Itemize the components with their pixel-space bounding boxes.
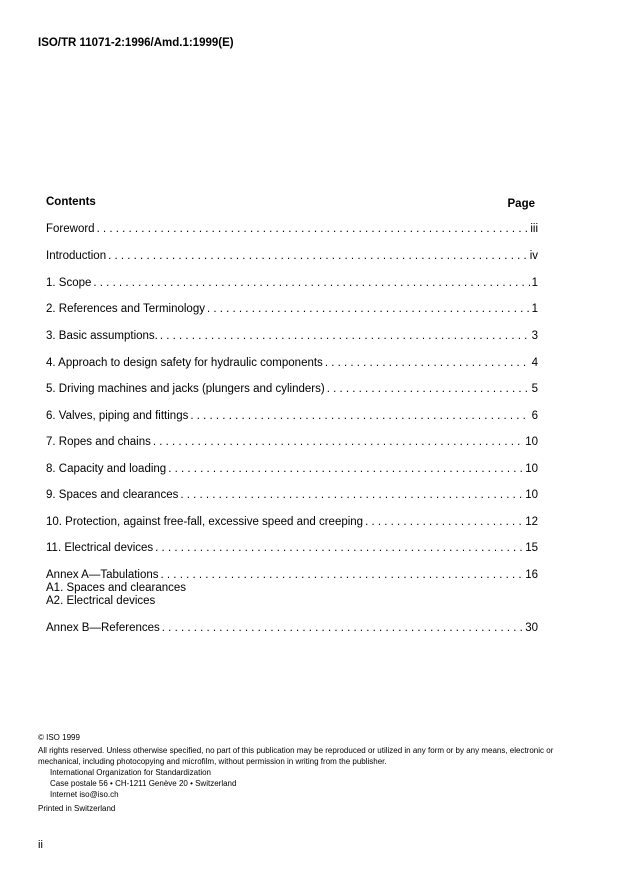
toc-entry-title: 5. Driving machines and jacks (plungers and cylinders) xyxy=(46,383,325,395)
toc-entry-title: Annex A—Tabulations xyxy=(46,569,159,581)
toc-entry-title: 4. Approach to design safety for hydraulic components xyxy=(46,357,323,369)
toc-entry-foreword[interactable] xyxy=(46,223,538,235)
toc-entry-title: 1. Scope xyxy=(46,277,92,289)
toc-entry-page: 6 xyxy=(531,410,538,422)
toc-entry-page: 30 xyxy=(525,622,538,634)
leader-dots xyxy=(108,250,528,262)
toc-entry-driving-machines[interactable] xyxy=(46,383,538,395)
toc-entry-page: 12 xyxy=(525,516,538,528)
toc-entry-page: 16 xyxy=(525,569,538,581)
toc-entry-references-terminology[interactable] xyxy=(46,303,538,315)
toc-entry-valves-piping[interactable] xyxy=(46,410,538,422)
toc-entry-title: 10. Protection, against free-fall, excessive speed and creeping xyxy=(46,516,364,528)
copyright-footer xyxy=(38,732,598,814)
toc-entry-electrical-devices[interactable] xyxy=(46,542,538,554)
toc-entry-page: 4 xyxy=(531,357,538,369)
toc-entry-page: 15 xyxy=(525,542,538,554)
toc-entry-annex-b[interactable] xyxy=(46,622,538,634)
toc-entry-title: Introduction xyxy=(46,250,107,262)
toc-subentry-a2[interactable]: A2. Electrical devices xyxy=(46,595,156,607)
toc-heading: Contents xyxy=(46,196,96,208)
toc-entry-title: Foreword xyxy=(46,223,95,235)
page-number: ii xyxy=(38,839,43,851)
toc-entry-page: 5 xyxy=(531,383,538,395)
leader-dots xyxy=(325,357,530,369)
toc-entry-title: 6. Valves, piping and fittings xyxy=(46,410,189,422)
toc-entry-basic-assumptions[interactable] xyxy=(46,330,538,342)
org-name: International Organization for Standardization xyxy=(50,768,211,777)
toc-entry-title: 8. Capacity and loading xyxy=(46,463,167,475)
toc-entry-page: 1 xyxy=(531,277,538,289)
toc-entry-protection[interactable] xyxy=(46,516,538,528)
rights-statement: All rights reserved. Unless otherwise specified, no part of this publication may be reproduced or utilized in any form or by any means, electronic or mechanical, including photocopying and microfilm, without permission in writing from the publisher. xyxy=(38,746,554,766)
toc-entry-title: Annex B—References xyxy=(46,622,160,634)
printed-in: Printed in Switzerland xyxy=(38,804,116,813)
toc-entry-design-safety[interactable] xyxy=(46,357,538,369)
leader-dots xyxy=(180,489,523,501)
toc-page-label: Page xyxy=(507,198,535,210)
leader-dots xyxy=(155,542,523,554)
leader-dots xyxy=(153,436,523,448)
toc-entry-title: 7. Ropes and chains xyxy=(46,436,151,448)
leader-dots xyxy=(97,223,529,235)
toc-entry-title: 3. Basic assumptions. xyxy=(46,330,158,342)
toc-entry-page: iv xyxy=(529,250,538,262)
leader-dots xyxy=(190,410,529,422)
toc-entry-page: 10 xyxy=(525,436,538,448)
toc-entry-scope[interactable] xyxy=(46,277,538,289)
leader-dots xyxy=(365,516,523,528)
copyright-line: © ISO 1999 xyxy=(38,733,80,742)
toc-entry-capacity-loading[interactable] xyxy=(46,463,538,475)
toc-subentry-a1[interactable]: A1. Spaces and clearances xyxy=(46,582,187,594)
leader-dots xyxy=(93,277,529,289)
toc-entry-annex-a[interactable] xyxy=(46,569,538,581)
leader-dots xyxy=(207,303,530,315)
toc-entry-title: 2. References and Terminology xyxy=(46,303,205,315)
leader-dots xyxy=(168,463,523,475)
toc-entry-introduction[interactable] xyxy=(46,250,538,262)
toc-entry-page: 10 xyxy=(525,489,538,501)
leader-dots xyxy=(161,569,524,581)
toc-entry-title: 9. Spaces and clearances xyxy=(46,489,179,501)
leader-dots xyxy=(162,622,523,634)
org-internet: Internet iso@iso.ch xyxy=(50,790,119,799)
toc-entry-page: 1 xyxy=(531,303,538,315)
document-id-header: ISO/TR 11071-2:1996/Amd.1:1999(E) xyxy=(38,37,234,49)
toc-entry-ropes-chains[interactable] xyxy=(46,436,538,448)
table-of-contents xyxy=(46,196,538,634)
toc-entry-spaces-clearances[interactable] xyxy=(46,489,538,501)
leader-dots xyxy=(160,330,530,342)
toc-entry-page: 3 xyxy=(531,330,538,342)
toc-entry-page: 10 xyxy=(525,463,538,475)
toc-entry-page: iii xyxy=(530,223,538,235)
leader-dots xyxy=(327,383,530,395)
org-address: Case postale 56 • CH-1211 Genève 20 • Switzerland xyxy=(50,779,237,788)
toc-entry-title: 11. Electrical devices xyxy=(46,542,154,554)
